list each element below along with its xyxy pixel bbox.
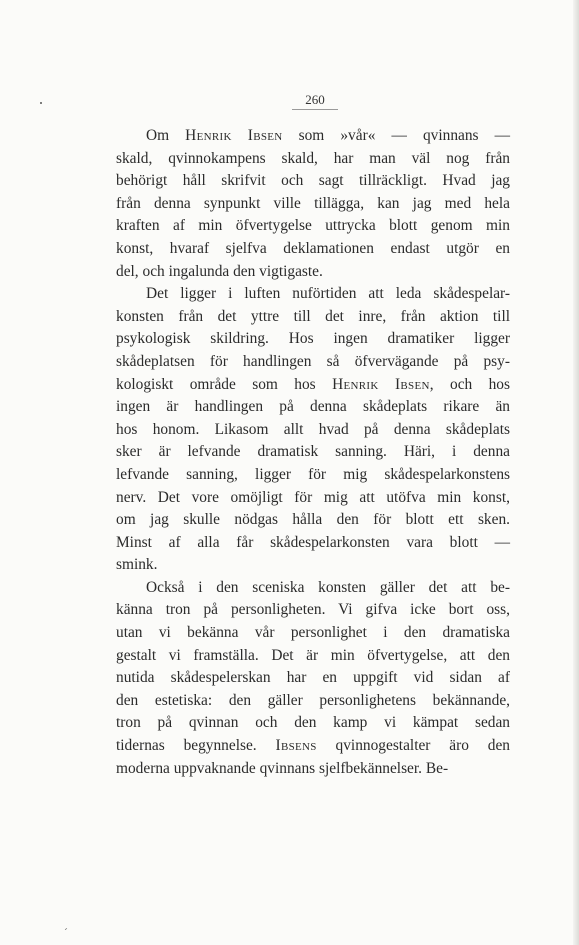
corner-mark: ´ <box>63 928 68 939</box>
text-segment: , och hos <box>429 375 510 393</box>
text-line <box>116 487 510 510</box>
text-segment: moderna uppvaknande qvinnans sjelfbekännelser. Be- <box>116 759 449 777</box>
text-segment: psykologisk skildring. Hos ingen dramatiker ligger <box>116 330 510 348</box>
text-line <box>116 554 510 577</box>
text-segment: sker är lefvande dramatisk sanning. Häri, i denna <box>116 443 510 461</box>
text-segment: lefvande sanning, ligger för mig skådespelarkonstens <box>116 465 510 483</box>
page-edge-shadow <box>573 0 579 945</box>
text-segment: Det ligger i luften nuförtiden att leda skådespelar- <box>146 285 510 303</box>
text-line <box>116 396 510 419</box>
page-number: 260 <box>305 92 325 107</box>
text-segment: skådeplatsen för handlingen så öfvervägande på psy- <box>116 352 510 370</box>
text-segment: smink. <box>116 556 158 574</box>
text-line <box>116 419 510 442</box>
text-line <box>116 577 510 600</box>
text-line <box>116 532 510 555</box>
text-line <box>116 328 510 351</box>
text-segment: del, och ingalunda den vigtigaste. <box>116 262 323 280</box>
text-segment: den estetiska: den gäller personlighetens bekännande, <box>116 691 510 709</box>
text-line <box>116 464 510 487</box>
text-segment: nutida skådespelerskan har en uppgift vid sidan af <box>116 669 510 687</box>
text-line <box>116 645 510 668</box>
text-line <box>116 215 510 238</box>
text-line <box>116 622 510 645</box>
text-line <box>116 758 510 781</box>
text-segment <box>379 376 395 393</box>
text-line <box>116 509 510 532</box>
small-caps-name: Henrik <box>332 375 379 393</box>
text-segment: ingen är handlingen på denna skådeplats rikare än <box>116 398 510 416</box>
text-segment: känna tron på personligheten. Vi gifva icke bort oss, <box>116 601 510 619</box>
text-segment: kraften af min öfvertygelse uttrycka blott genom min <box>116 217 510 235</box>
text-line <box>116 261 510 284</box>
text-segment: utan vi bekänna vår personlighet i den dramatiska <box>116 624 510 642</box>
text-segment: om jag skulle nödgas hålla den för blott ett sken. <box>116 511 510 529</box>
text-line <box>116 283 510 306</box>
text-line <box>116 125 510 148</box>
text-line <box>116 193 510 216</box>
text-segment: qvinnogestalter äro den <box>316 737 510 755</box>
text-line <box>116 735 510 758</box>
text-segment: gestalt vi framställa. Det är min öfvertygelse, att den <box>116 646 510 664</box>
text-segment: hos honom. Likasom allt hvad på denna skådeplats <box>116 420 510 438</box>
header-rule <box>292 109 338 110</box>
text-line <box>116 690 510 713</box>
text-line <box>116 238 510 261</box>
text-segment: tidernas begynnelse. <box>116 737 276 755</box>
small-caps-name: Ibsen <box>247 127 283 144</box>
text-segment: behörigt håll skrifvit och sagt tillräckligt. Hvad jag <box>116 172 510 190</box>
text-line <box>116 712 510 735</box>
text-segment: kologiskt område som hos <box>116 375 333 393</box>
stray-mark <box>40 102 42 104</box>
text-line <box>116 351 510 374</box>
small-caps-name: Ibsen <box>395 375 430 393</box>
text-line <box>116 667 510 690</box>
text-segment: Minst af alla får skådespelarkonsten vara blott — <box>116 533 510 551</box>
text-line <box>116 170 510 193</box>
text-segment: konsten från det yttre till det inre, från aktion till <box>116 307 510 325</box>
body-text <box>116 125 510 780</box>
text-segment: nerv. Det vore omöjligt för mig att utöfva min konst, <box>116 488 510 506</box>
text-segment: tron på qvinnan och den kamp vi kämpat sedan <box>116 714 510 732</box>
text-segment: från denna synpunkt ville tillägga, kan jag med hela <box>116 194 510 212</box>
text-segment: Också i den sceniska konsten gäller det att be- <box>146 578 510 596</box>
small-caps-name: Henrik <box>185 127 232 144</box>
text-line <box>116 374 510 397</box>
text-segment: Om <box>146 127 186 144</box>
text-line <box>116 148 510 171</box>
text-segment <box>232 127 248 144</box>
text-segment: konst, hvaraf sjelfva deklamationen endast utgör en <box>116 239 510 257</box>
text-line <box>116 599 510 622</box>
text-line <box>116 441 510 464</box>
small-caps-name: Ibsens <box>275 737 317 755</box>
text-segment: skald, qvinnokampens skald, har man väl nog från <box>116 149 510 167</box>
text-segment: som »vår« — qvinnans — <box>282 127 510 144</box>
text-line <box>116 306 510 329</box>
